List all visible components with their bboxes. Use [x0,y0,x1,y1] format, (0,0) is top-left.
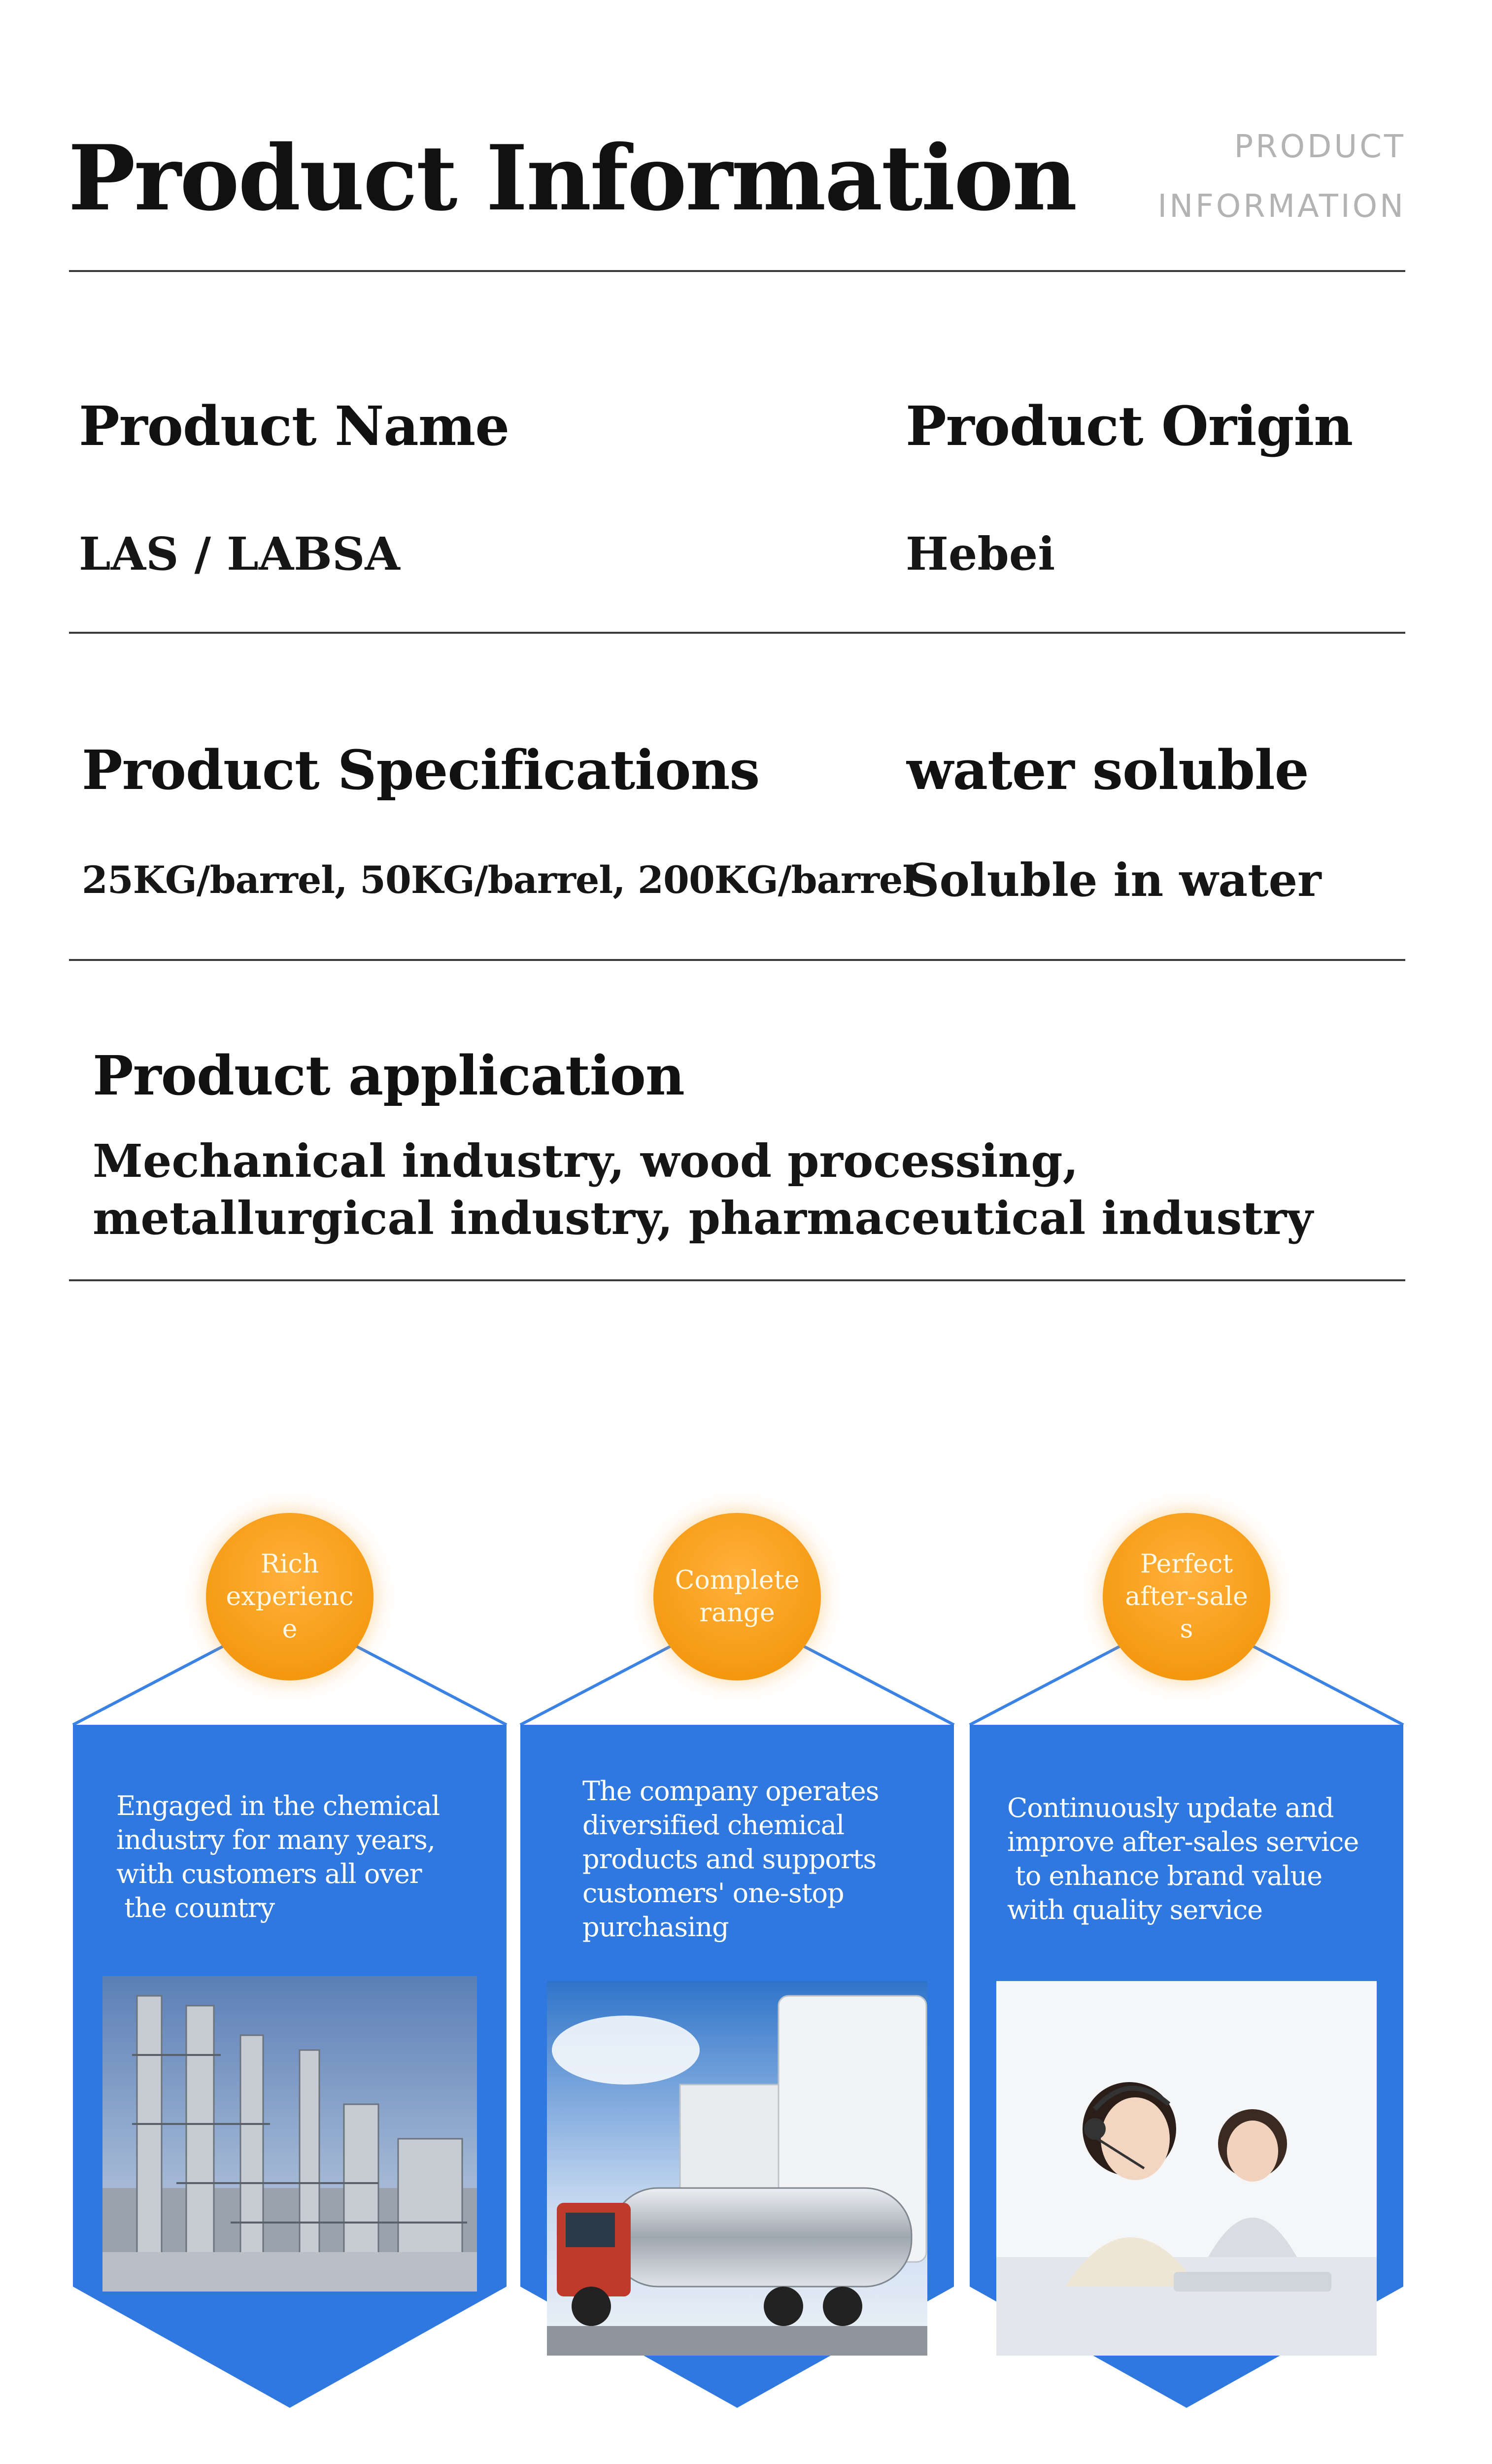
description-line: products and supports [582,1844,877,1875]
product-origin-label: Product Origin [906,394,1353,458]
divider [69,632,1405,634]
product-specifications-label: Product Specifications [82,738,760,802]
description-line: with quality service [1007,1894,1263,1925]
feature-description [582,1774,937,1944]
tanker-truck-image [547,1981,927,2356]
feature-description [1007,1791,1391,1927]
chemical-plant-image [102,1976,477,2292]
badge-perfect-after-sales [1103,1513,1270,1680]
application-line-2: metallurgical industry, pharmaceutical industry [93,1192,1313,1245]
badge-line: Rich [260,1549,319,1579]
description-line: improve after-sales service [1007,1826,1359,1857]
badge-line: e [282,1614,298,1644]
description-line: The company operates [582,1776,879,1807]
badge-line: experienc [226,1582,354,1611]
description-line: Engaged in the chemical [116,1790,440,1821]
water-soluble-value: Soluble in water [907,854,1322,907]
description-line: Continuously update and [1007,1792,1334,1823]
page-title: Product Information [68,125,1076,231]
product-name-label: Product Name [79,394,509,458]
badge-rich-experience [206,1513,373,1680]
badge-complete-range [653,1513,821,1680]
description-line: purchasing [582,1912,729,1943]
description-line: diversified chemical [582,1810,845,1841]
description-line: industry for many years, [116,1824,435,1855]
feature-description [116,1789,471,1925]
product-application-value [93,1132,1374,1247]
badge-line: range [699,1598,775,1628]
feature-card-complete-range [518,1513,956,2420]
description-line: customers' one-stop [582,1878,844,1909]
product-application-label: Product application [93,1044,684,1107]
customer-service-image [996,1981,1377,2356]
badge-line: Perfect [1140,1549,1233,1579]
product-specifications-value: 25KG/barrel, 50KG/barrel, 200KG/barrel [82,858,916,902]
description-line: the country [116,1892,275,1923]
feature-card-rich-experience [71,1513,509,2420]
feature-card-perfect-after-sales [968,1513,1405,2420]
divider [69,959,1405,961]
badge-line: after-sales [1125,1582,1248,1644]
water-soluble-label: water soluble [907,738,1309,802]
divider [69,1279,1405,1281]
application-line-1: Mechanical industry, wood processing, [93,1134,1079,1188]
badge-line: Complete [675,1566,800,1595]
page-subtitle [1157,117,1406,237]
description-line: with customers all over [116,1858,422,1889]
divider [69,270,1405,272]
description-line: to enhance brand value [1007,1860,1322,1891]
product-origin-value: Hebei [906,527,1055,581]
product-name-value: LAS / LABSA [79,527,400,581]
subtitle-line-2: INFORMATION [1157,188,1406,225]
subtitle-line-1: PRODUCT [1234,129,1406,165]
